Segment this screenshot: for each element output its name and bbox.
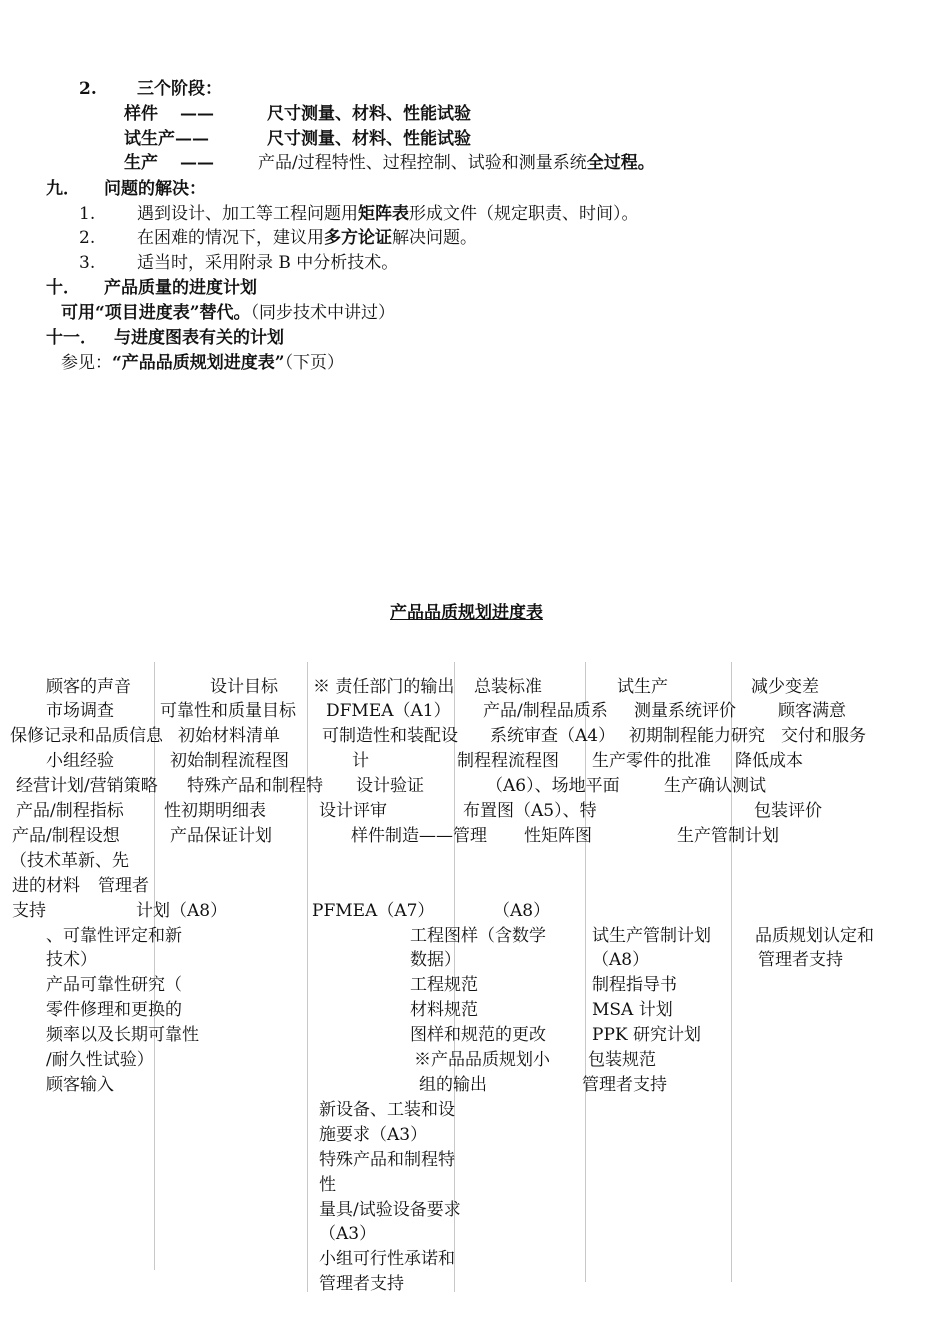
table-cell: 支持 <box>12 901 46 921</box>
s10-note: （同步技术中讲过） <box>250 303 396 323</box>
section-10-number: 十． <box>46 278 80 298</box>
section-11-number: 十一． <box>46 328 97 348</box>
table-cell: 保修记录和品质信息 <box>10 726 163 746</box>
table-cell: 制程指导书 <box>592 975 677 995</box>
table-cell: （技术革新、先 <box>10 851 129 871</box>
table-cell: 减少变差 <box>751 677 819 697</box>
table-cell: 交付和服务 <box>781 726 866 746</box>
table-cell: 设计目标 <box>210 677 278 697</box>
s9-item-1-text <box>137 203 639 225</box>
column-divider <box>731 662 732 1282</box>
table-cell: 降低成本 <box>735 751 803 771</box>
table-cell: 特殊产品和制程特 <box>187 776 323 796</box>
s9-2-bold: 多方论证 <box>324 228 392 248</box>
table-cell: 量具/试验设备要求 <box>319 1200 461 1220</box>
table-cell: 管理者支持 <box>582 1075 667 1095</box>
s9-item-3-number: 3. <box>79 253 96 273</box>
column-divider <box>154 662 155 1270</box>
table-cell: 图样和规范的更改 <box>410 1025 546 1045</box>
table-cell: 管理者 <box>98 876 149 896</box>
table-cell: 总装标准 <box>474 677 542 697</box>
table-cell: 顾客输入 <box>46 1075 114 1095</box>
table-cell: 零件修理和更换的 <box>46 1000 182 1020</box>
table-cell: 管理者支持 <box>758 950 843 970</box>
stage-3-name: 生产 <box>124 153 158 173</box>
table-cell: 生产确认测试 <box>664 776 766 796</box>
table-cell: 包装评价 <box>754 801 822 821</box>
section-9-number: 九． <box>46 179 80 199</box>
table-cell: 经营计划/营销策略 <box>16 776 158 796</box>
s9-1-a: 遇到设计、加工等工程问题用 <box>137 204 358 224</box>
table-cell: 初始制程流程图 <box>170 751 289 771</box>
s9-item-2-text <box>137 227 477 249</box>
column-divider <box>585 662 586 1282</box>
table-cell: 产品/制程品质系 <box>483 701 608 721</box>
table-cell: 试生产 <box>617 677 668 697</box>
table-cell: 包装规范 <box>588 1050 656 1070</box>
s11-bold: “产品品质规划进度表” <box>112 353 285 373</box>
section-11-line <box>61 352 344 374</box>
table-cell: （A8） <box>493 901 551 921</box>
s9-item-1-number: 1. <box>79 204 96 224</box>
table-cell: 可制造性和装配设 <box>322 726 458 746</box>
table-cell: 品质规划认定和 <box>755 926 874 946</box>
table-cell: 新设备、工装和设 <box>319 1100 455 1120</box>
s11-note: （下页） <box>284 353 345 373</box>
table-cell: 计 <box>352 751 369 771</box>
section-10-title: 产品质量的进度计划 <box>104 278 257 298</box>
s9-2-a: 在困难的情况下，建议用 <box>137 228 324 248</box>
table-cell: ※产品品质规划小 <box>414 1050 550 1070</box>
table-cell: 系统审查（A4） <box>490 726 616 746</box>
s11-see: 参见： <box>61 353 112 373</box>
table-cell: 管理者支持 <box>319 1274 404 1294</box>
item-2-title: 三个阶段： <box>137 79 222 99</box>
table-title: 产品品质规划进度表 <box>390 603 543 623</box>
table-cell: 性初期明细表 <box>164 801 266 821</box>
table-cell: 计划（A8） <box>136 901 228 921</box>
table-cell: /耐久性试验） <box>46 1050 154 1070</box>
table-cell: MSA 计划 <box>592 1000 673 1020</box>
table-cell: 产品保证计划 <box>170 826 272 846</box>
section-11-title: 与进度图表有关的计划 <box>114 328 284 348</box>
section-10-line <box>61 302 395 324</box>
table-cell: 数据） <box>410 950 461 970</box>
table-cell: 顾客满意 <box>778 701 846 721</box>
table-cell: 频率以及长期可靠性 <box>46 1025 199 1045</box>
table-cell: 材料规范 <box>410 1000 478 1020</box>
table-cell: 工程规范 <box>410 975 478 995</box>
stage-2-name: 试生产—— <box>124 129 209 149</box>
table-cell: 特殊产品和制程特 <box>319 1150 455 1170</box>
stage-3-desc-plain: 产品/过程特性、过程控制、试验和测量系统 <box>258 153 587 173</box>
table-cell: 设计评审 <box>319 801 387 821</box>
table-cell: 市场调查 <box>46 701 114 721</box>
column-divider <box>307 662 308 1292</box>
table-cell: 组的输出 <box>419 1075 487 1095</box>
s9-1-c: 形成文件（规定职责、时间）。 <box>409 204 639 224</box>
table-cell: 设计验证 <box>356 776 424 796</box>
table-cell: （A8） <box>592 950 650 970</box>
table-cell: 初始材料清单 <box>178 726 280 746</box>
stage-1-dash: —— <box>180 104 214 124</box>
stage-3-dash: —— <box>180 153 214 173</box>
table-cell: 工程图样（含数学 <box>410 926 546 946</box>
s9-item-3-text: 适当时，采用附录 B 中分析技术。 <box>137 253 399 273</box>
table-cell: 、可靠性评定和新 <box>46 926 182 946</box>
table-cell: 小组经验 <box>46 751 114 771</box>
s9-item-2-number: 2. <box>79 228 96 248</box>
table-cell: ※ 责任部门的输出 <box>313 677 455 697</box>
table-cell: PPK 研究计划 <box>592 1025 701 1045</box>
table-cell: 顾客的声音 <box>46 677 131 697</box>
table-cell: 施要求（A3） <box>319 1125 428 1145</box>
table-cell: 产品/制程指标 <box>16 801 124 821</box>
stage-2-desc: 尺寸测量、材料、性能试验 <box>267 129 471 149</box>
stage-3-desc-bold: 全过程。 <box>586 153 655 173</box>
s10-bold: 可用“项目进度表”替代。 <box>61 303 251 323</box>
item-2-number: 2. <box>79 79 97 99</box>
table-cell: 小组可行性承诺和 <box>319 1249 455 1269</box>
table-cell: 性矩阵图 <box>524 826 592 846</box>
table-cell: 进的材料 <box>12 876 80 896</box>
table-cell: 产品可靠性研究（ <box>46 975 182 995</box>
table-cell: 布置图（A5）、特 <box>463 801 597 821</box>
table-cell: PFMEA（A7） <box>312 901 435 921</box>
section-9-title: 问题的解决： <box>104 179 206 199</box>
table-cell: 技术） <box>46 950 97 970</box>
table-cell: 样件制造——管理 <box>351 826 487 846</box>
table-cell: DFMEA（A1） <box>326 701 451 721</box>
table-cell: 试生产管制计划 <box>592 926 711 946</box>
table-cell: 生产管制计划 <box>677 826 779 846</box>
table-cell: （A6）、场地平面 <box>486 776 620 796</box>
table-cell: （A3） <box>319 1224 377 1244</box>
table-cell: 性 <box>319 1175 336 1195</box>
table-cell: 生产零件的批准 <box>592 751 711 771</box>
stage-1-name: 样件 <box>124 104 158 124</box>
table-cell: 初期制程能力研究 <box>629 726 765 746</box>
stage-3-desc <box>258 152 655 174</box>
table-cell: 测量系统评价 <box>634 701 736 721</box>
stage-1-desc: 尺寸测量、材料、性能试验 <box>267 104 471 124</box>
table-cell: 制程程流程图 <box>457 751 559 771</box>
s9-2-c: 解决问题。 <box>392 228 477 248</box>
table-cell: 产品/制程设想 <box>12 826 120 846</box>
s9-1-bold: 矩阵表 <box>358 204 409 224</box>
table-cell: 可靠性和质量目标 <box>160 701 296 721</box>
